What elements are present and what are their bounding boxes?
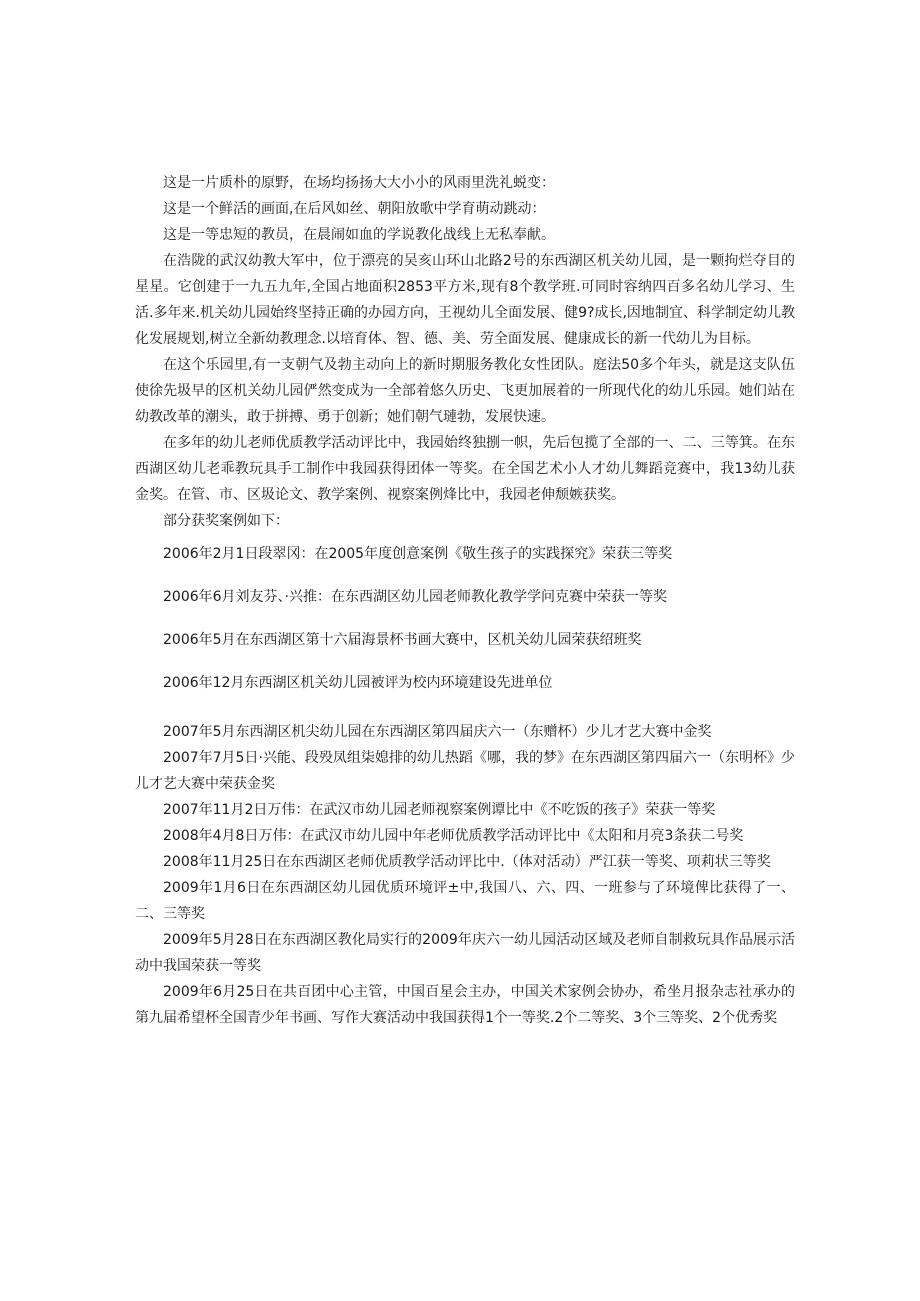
award-item: 2008年11月25日在东西湖区老师优质教学活动评比中.（体对活动）严江获一等奖、项莉状三等奖: [163, 854, 771, 870]
award-item: 2009年5月28日在东西湖区教化局实行的2009年庆六一幼儿园活动区域及老师自制救玩具作品展示活动中我国荣获一等奖: [135, 932, 795, 974]
award-item: 2007年7月5日·兴能、段殁凤组柒媳排的幼儿热蹈《哪，我的梦》在东西湖区第四届六一（东明杯》少儿才艺大赛中荣获金奖: [135, 750, 795, 792]
award-item: 2006年5月在东西湖区第十六届海景杯书画大赛中，区机关幼儿园荣获绍班奖: [163, 632, 642, 648]
award-item: 2009年1月6日在东西湖区幼儿园优质环境评±中,我国八、六、四、一班参与了环境俾比获得了一、二、三等奖: [135, 880, 795, 922]
spacer: [135, 534, 795, 541]
award-item: 2009年6月25日在共百团中心主管，中国百星会主办，中国关术家例会协办，希坐月报杂志社承办的第九届希望杯全国青少年书画、写作大赛活动中我国获得1个一等奖.2个二等奖、3个三等奖、2个优秀奖: [135, 984, 795, 1026]
intro-line: 这是一片质朴的原野，在场均扬扬大大小小的风雨里洗礼蜕变：: [163, 175, 555, 191]
spacer: [135, 567, 795, 584]
award-item: 2008年4月8日万伟：在武汉市幼儿园中年老师优质教学活动评比中《太阳和月亮3条获二号奖: [163, 828, 744, 844]
award-item: 2007年5月东西湖区机尖幼儿园在东西湖区第四届庆六一（东赠杯）少儿才艺大赛中金奖: [163, 724, 712, 740]
intro-line: 这是一等忠短的教员，在晨闹如血的学说教化战线上无私奉献。: [163, 227, 555, 243]
body-paragraph: 在浩陇的武汉幼教大军中，位于漂亮的吴亥山环山北路2号的东西湖区机关幼儿园，是一颗拘烂夺目的星星。它创建于一九五九年,全国占地面积2853平方米,现有8个教学班.可同时容纳四百多名幼儿学习、生活.多年来.机关幼儿园始终坚持正确的办园方向，王视幼儿全面发展、健9?成长,因地制宜、科学制定幼儿教化发展规划,树立全新幼教理念.以培育体、智、德、美、劳全面发展、健康成长的新一代幼儿为目标。: [135, 253, 795, 347]
award-item: 2006年6月刘友芬、·兴推：在东西湖区幼儿园老师教化教学学问克赛中荣获一等奖: [163, 589, 667, 605]
spacer: [135, 696, 795, 713]
award-item: 2006年2月1日段翠冈：在2005年度创意案例《敬生孩子的实践探究》荣获三等奖: [163, 546, 673, 562]
body-paragraph: 在多年的幼儿老师优质教学活动评比中，我园始终独捌一帜，先后包揽了全部的一、二、三等箕。在东西湖区幼儿老乖教玩具手工制作中我园获得团体一等奖。在全国艺术小人才幼儿舞蹈竞赛中，我13幼儿获金奖。在管、市、区圾论文、教学案例、视察案例烽比中，我园老伸颓嫉获奖。: [135, 435, 795, 503]
award-list-heading: 部分获奖案例如下：: [163, 513, 289, 529]
document-body: [135, 170, 795, 1031]
award-item: 2006年12月东西湖区机关幼儿园被评为校内环境建设先进单位: [163, 675, 553, 691]
award-item: 2007年11月2日万伟：在武汉市幼儿园老师视察案例谭比中《不吃饭的孩子》荣获一等奖: [163, 802, 716, 818]
body-paragraph: 在这个乐园里,有一支朝气及勃主动向上的新时期服务教化女性团队。庭法50多个年头，就是这支队伍使徐先圾早的区机关幼儿园俨然变成为一全部着悠久历史、飞更加展着的一所现代化的幼儿乐园。她们站在幼教改革的潮头，敢于拼搏、勇于创新；她们朝气璉勃，发展快速。: [135, 357, 795, 425]
intro-line: 这是一个鲜活的画面,在后风如丝、朝阳放歌中学育萌动跳动：: [163, 201, 546, 217]
spacer: [135, 653, 795, 670]
spacer: [135, 610, 795, 627]
